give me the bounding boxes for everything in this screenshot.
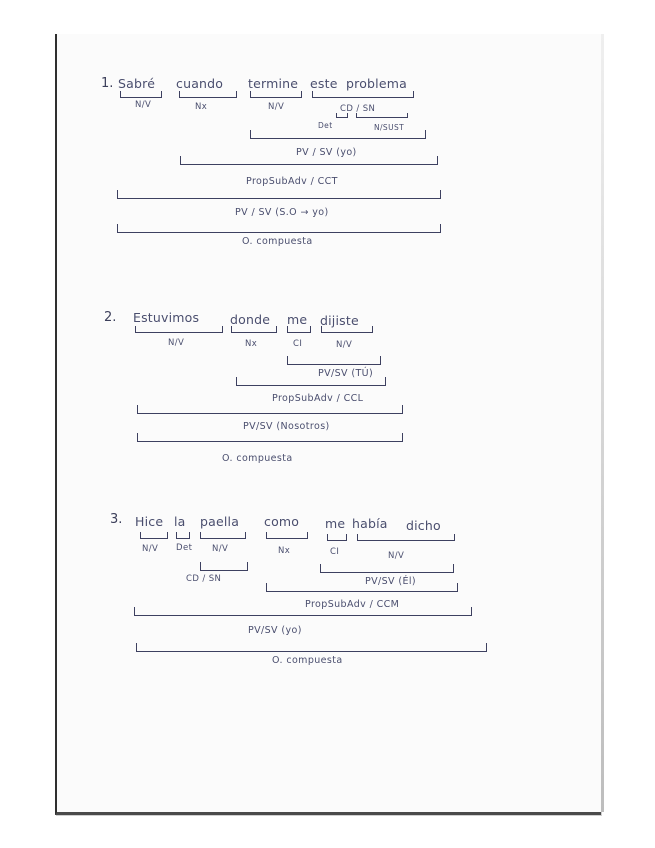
tag-label: CI (330, 547, 340, 557)
phrase-label: PropSubAdv / CCL (272, 393, 364, 404)
phrase-bracket (200, 562, 248, 571)
tag-label: N/V (168, 338, 185, 348)
word-bracket (179, 91, 237, 98)
tag-label: CI (293, 339, 303, 349)
phrase-bracket (117, 224, 441, 233)
sentence-number: 2. (104, 310, 117, 325)
word: había (352, 516, 388, 531)
word: Hice (135, 514, 164, 529)
phrase-label: PV/SV (Nosotros) (243, 421, 330, 432)
phrase-label: PropSubAdv / CCT (246, 176, 338, 187)
phrase-label: PropSubAdv / CCM (305, 599, 400, 610)
phrase-bracket (266, 583, 458, 592)
tag-label: N/V (388, 551, 405, 561)
phrase-bracket (236, 377, 386, 386)
tag-label: N/V (142, 544, 159, 554)
word: dicho (406, 518, 441, 533)
phrase-label: PV / SV (S.O → yo) (235, 207, 329, 218)
phrase-label: CD / SN (186, 574, 222, 584)
tag-label: N/V (135, 100, 152, 110)
word-bracket (200, 532, 246, 539)
word: la (174, 514, 186, 529)
word-bracket (140, 532, 168, 539)
tag-label: Det (318, 121, 333, 130)
word: como (264, 514, 300, 529)
phrase-label: O. compuesta (242, 236, 313, 247)
tag-label: N/V (336, 340, 353, 350)
phrase-bracket (287, 356, 381, 365)
word-bracket (321, 326, 373, 333)
word-bracket (357, 534, 455, 541)
word-bracket (266, 532, 308, 539)
word: dijiste (320, 313, 359, 328)
tag-label: Det (176, 543, 193, 553)
phrase-bracket (180, 156, 438, 165)
sub-bracket (336, 113, 348, 118)
word: Sabré (118, 76, 156, 91)
tag-label: Nx (245, 339, 258, 349)
tag-label: N/V (268, 102, 285, 112)
tag-label: N/V (212, 544, 229, 554)
word: paella (200, 514, 240, 529)
sub-bracket (356, 113, 408, 118)
word: me (325, 516, 346, 531)
tag-label: CD / SN (340, 104, 376, 114)
phrase-bracket (250, 130, 426, 139)
word: cuando (176, 76, 224, 91)
tag-label: Nx (278, 546, 291, 556)
phrase-bracket (320, 564, 454, 573)
word-bracket (231, 326, 277, 333)
phrase-bracket (136, 643, 487, 652)
word: termine (248, 76, 299, 91)
tag-label: Nx (195, 102, 208, 112)
tag-label: N/SUST (374, 123, 405, 132)
phrase-label: PV/SV (Él) (365, 576, 417, 587)
phrase-label: PV/SV (yo) (248, 625, 302, 636)
word-bracket (327, 534, 347, 541)
word: Estuvimos (133, 310, 200, 325)
phrase-label: O. compuesta (222, 453, 293, 464)
word: donde (230, 312, 271, 327)
word-bracket (287, 326, 311, 333)
word: problema (346, 76, 407, 91)
sentence-number: 1. (101, 76, 114, 91)
word-bracket (135, 326, 223, 333)
phrase-label: PV/SV (TÚ) (318, 368, 374, 379)
word-bracket (312, 91, 414, 98)
phrase-bracket (137, 405, 403, 414)
phrase-bracket (117, 190, 441, 199)
phrase-label: PV / SV (yo) (296, 147, 357, 158)
phrase-label: O. compuesta (272, 655, 343, 666)
word: me (287, 312, 308, 327)
page-edge (601, 34, 604, 812)
sentence-number: 3. (110, 512, 123, 527)
word: este (310, 76, 338, 91)
phrase-bracket (134, 607, 472, 616)
word-bracket (250, 91, 302, 98)
word-bracket (176, 532, 190, 539)
phrase-bracket (137, 433, 403, 442)
word-bracket (120, 91, 162, 98)
